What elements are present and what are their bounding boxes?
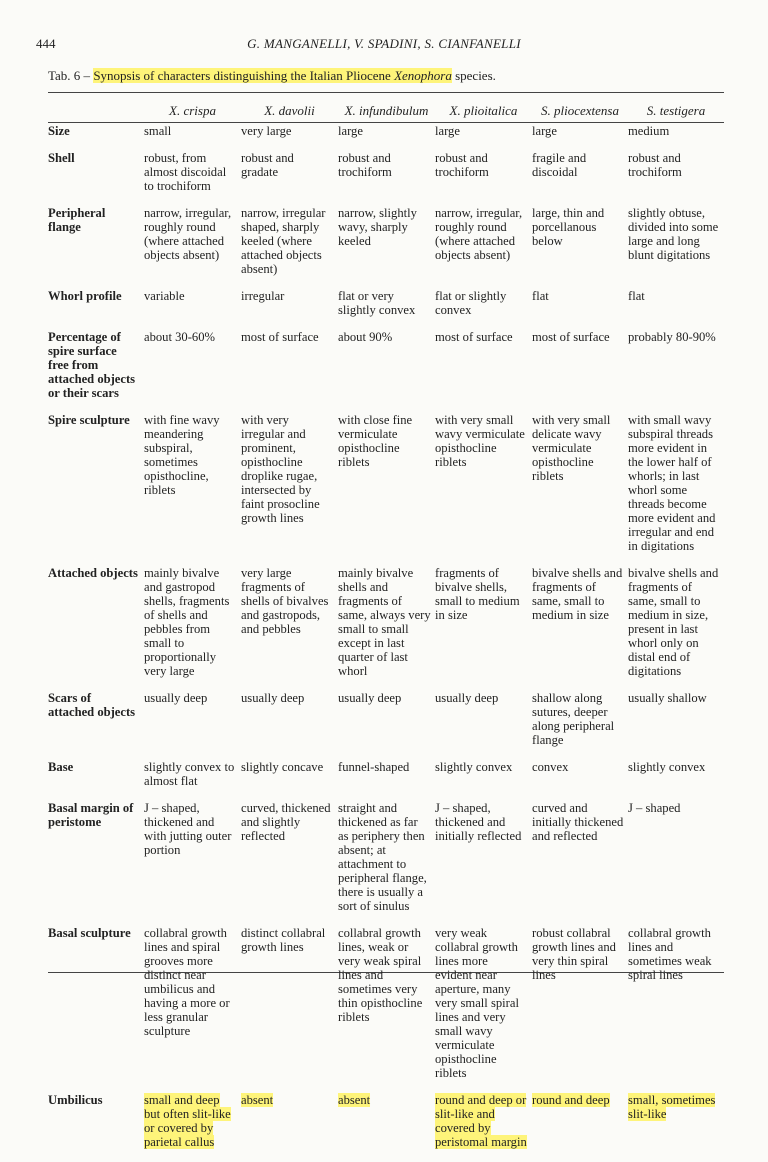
cell-text: with small wavy subspiral threads more evident in the lower half of whorls; in last whorl some threads become more evident and irregular and end in digitations	[628, 413, 716, 553]
table-cell	[144, 1093, 241, 1162]
cell-text: with very irregular and prominent, opisthocline droplike rugae, intersected by faint prosocline growth lines	[241, 413, 320, 525]
cell-text: flat	[628, 289, 645, 303]
table-cell	[241, 566, 338, 691]
cell-text: with very small wavy vermiculate opisthocline riblets	[435, 413, 525, 469]
table-cell	[241, 691, 338, 760]
table-cell	[241, 151, 338, 206]
table-cell	[628, 1093, 724, 1162]
caption-genus: Xenophora	[394, 68, 452, 83]
table-row	[48, 801, 724, 926]
table-cell	[435, 413, 532, 566]
row-label: Base	[48, 760, 74, 774]
table-cell	[532, 124, 628, 151]
table-cell	[435, 1093, 532, 1162]
table-cell	[628, 566, 724, 691]
table-cell	[338, 330, 435, 413]
table-cell	[532, 691, 628, 760]
table-row	[48, 760, 724, 801]
cell-text: narrow, irregular shaped, sharply keeled (where attached objects absent)	[241, 206, 326, 276]
cell-text: mainly bivalve and gastropod shells, fragments of shells and pebbles from small to proportionally very large	[144, 566, 230, 678]
cell-text: round and deep or slit-like and covered by peristomal margin	[435, 1093, 527, 1149]
running-authors: G. MANGANELLI, V. SPADINI, S. CIANFANELLI	[247, 36, 521, 51]
cell-text: absent	[241, 1093, 274, 1107]
cell-text: fragile and discoidal	[532, 151, 587, 179]
table-cell	[338, 691, 435, 760]
row-label: Scars of attached objects	[48, 691, 136, 719]
table-row	[48, 289, 724, 330]
cell-text: usually shallow	[628, 691, 707, 705]
cell-text: robust and trochiform	[435, 151, 489, 179]
table-cell	[144, 760, 241, 801]
cell-text: shallow along sutures, deeper along peripheral flange	[532, 691, 615, 747]
row-label: Size	[48, 124, 70, 138]
cell-text: very large	[241, 124, 292, 138]
cell-text: with very small delicate wavy vermiculate opisthocline riblets	[532, 413, 611, 483]
cell-text: absent	[338, 1093, 371, 1107]
table-cell	[628, 926, 724, 1093]
cell-text: J – shaped, thickened and with jutting outer portion	[144, 801, 232, 857]
cell-text: flat	[532, 289, 549, 303]
cell-text: J – shaped, thickened and initially reflected	[435, 801, 522, 843]
cell-text: flat or very slightly convex	[338, 289, 416, 317]
cell-text: small and deep but often slit-like or covered by parietal callus	[144, 1093, 231, 1149]
table-cell	[435, 124, 532, 151]
row-label: Spire sculpture	[48, 413, 130, 427]
table-cell	[144, 206, 241, 289]
cell-text: slightly convex	[435, 760, 513, 774]
table-cell	[144, 124, 241, 151]
cell-text: slightly concave	[241, 760, 324, 774]
table-row	[48, 1093, 724, 1162]
row-label: Basal sculpture	[48, 926, 131, 940]
cell-text: narrow, irregular, roughly round (where attached objects absent)	[435, 206, 523, 262]
table-cell	[338, 1093, 435, 1162]
cell-text: collabral growth lines and spiral grooves more distinct near umbilicus and having a more or less granular sculpture	[144, 926, 230, 1038]
table-cell	[435, 330, 532, 413]
cell-text: with fine wavy meandering subspiral, sometimes opisthocline, riblets	[144, 413, 220, 497]
cell-text: large	[338, 124, 363, 138]
cell-text: usually deep	[338, 691, 402, 705]
table-row	[48, 691, 724, 760]
cell-text: medium	[628, 124, 670, 138]
table-cell	[241, 926, 338, 1093]
cell-text: usually deep	[435, 691, 499, 705]
species-header: X. crispa	[169, 103, 216, 118]
table-row	[48, 206, 724, 289]
table-caption	[48, 68, 496, 84]
table-row	[48, 413, 724, 566]
table-cell	[144, 566, 241, 691]
table-cell	[532, 801, 628, 926]
species-header: S. pliocextensa	[541, 103, 619, 118]
table-cell	[532, 1093, 628, 1162]
cell-text: curved, thickened and slightly reflected	[241, 801, 331, 843]
cell-text: large, thin and porcellanous below	[532, 206, 605, 248]
table-cell	[144, 151, 241, 206]
table-cell	[144, 413, 241, 566]
table-cell	[628, 691, 724, 760]
row-label: Whorl profile	[48, 289, 122, 303]
cell-text: fragments of bivalve shells, small to medium in size	[435, 566, 520, 622]
cell-text: large	[435, 124, 460, 138]
cell-text: robust collabral growth lines and very thin spiral lines	[532, 926, 616, 982]
table-cell	[532, 206, 628, 289]
cell-text: most of surface	[532, 330, 610, 344]
table-cell	[144, 691, 241, 760]
table-cell	[532, 289, 628, 330]
table-cell	[532, 413, 628, 566]
species-header: X. infundibulum	[344, 103, 429, 118]
table-cell	[338, 206, 435, 289]
table-cell	[628, 760, 724, 801]
cell-text: bivalve shells and fragments of same, small to medium in size	[532, 566, 623, 622]
table-cell	[435, 206, 532, 289]
table-cell	[144, 330, 241, 413]
cell-text: J – shaped	[628, 801, 681, 815]
cell-text: flat or slightly convex	[435, 289, 507, 317]
table-cell	[628, 330, 724, 413]
cell-text: round and deep	[532, 1093, 610, 1107]
cell-text: about 90%	[338, 330, 393, 344]
cell-text: probably 80-90%	[628, 330, 716, 344]
species-header: X. davolii	[264, 103, 315, 118]
row-label: Attached objects	[48, 566, 138, 580]
table-cell	[532, 760, 628, 801]
table-cell	[435, 926, 532, 1093]
cell-text: most of surface	[241, 330, 319, 344]
table-cell	[338, 289, 435, 330]
table-row	[48, 151, 724, 206]
caption-highlight	[93, 68, 452, 83]
page-number: 444	[36, 36, 56, 51]
table-cell	[241, 413, 338, 566]
cell-text: narrow, slightly wavy, sharply keeled	[338, 206, 417, 248]
table-cell	[628, 801, 724, 926]
cell-text: about 30-60%	[144, 330, 215, 344]
cell-text: mainly bivalve shells and fragments of same, always very small to small except in last quarter of last whorl	[338, 566, 431, 678]
table-cell	[628, 413, 724, 566]
table-cell	[338, 801, 435, 926]
table-cell	[532, 566, 628, 691]
species-header-row	[48, 104, 724, 124]
table-cell	[241, 1093, 338, 1162]
cell-text: with close fine vermiculate opisthocline riblets	[338, 413, 413, 469]
cell-text: robust and trochiform	[338, 151, 392, 179]
species-header: X. plioitalica	[449, 103, 518, 118]
table-cell	[144, 926, 241, 1093]
table-cell	[532, 330, 628, 413]
row-label: Basal margin of peristome	[48, 801, 134, 829]
table-cell	[628, 206, 724, 289]
table-cell	[338, 151, 435, 206]
table-row	[48, 124, 724, 151]
row-label: Shell	[48, 151, 75, 165]
cell-text: usually deep	[241, 691, 305, 705]
table-body	[48, 124, 724, 1162]
table-row	[48, 926, 724, 1093]
cell-text: funnel-shaped	[338, 760, 410, 774]
cell-text: slightly obtuse, divided into some large and long blunt digitations	[628, 206, 719, 262]
cell-text: slightly convex	[628, 760, 706, 774]
cell-text: robust, from almost discoidal to trochiform	[144, 151, 227, 193]
cell-text: usually deep	[144, 691, 208, 705]
table-cell	[241, 330, 338, 413]
species-header: S. testigera	[646, 103, 706, 118]
table-row	[48, 566, 724, 691]
cell-text: small, sometimes slit-like	[628, 1093, 716, 1121]
caption-prefix: Tab. 6 –	[48, 68, 94, 83]
table-cell	[241, 124, 338, 151]
table-cell	[435, 566, 532, 691]
cell-text: slightly convex to almost flat	[144, 760, 235, 788]
table-cell	[338, 566, 435, 691]
cell-text: variable	[144, 289, 185, 303]
cell-text: very large fragments of shells of bivalves and gastropods, and pebbles	[241, 566, 329, 636]
cell-text: collabral growth lines, weak or very weak spiral lines and sometimes very thin opisthocline riblets	[338, 926, 423, 1024]
cell-text: large	[532, 124, 557, 138]
table-cell	[241, 206, 338, 289]
table-cell	[532, 926, 628, 1093]
table-cell	[338, 124, 435, 151]
cell-text: very weak collabral growth lines more evident near aperture, many very small spiral lines and very small wavy vermiculate opisthocline riblets	[435, 926, 519, 1080]
caption-lead: Synopsis of characters distinguishing the Italian Pliocene	[93, 68, 395, 83]
table-cell	[628, 124, 724, 151]
cell-text: curved and initially thickened and reflected	[532, 801, 624, 843]
table-cell	[241, 289, 338, 330]
cell-text: robust and gradate	[241, 151, 294, 179]
table-cell	[338, 760, 435, 801]
cell-text: convex	[532, 760, 569, 774]
table-cell	[435, 801, 532, 926]
cell-text: most of surface	[435, 330, 513, 344]
table-cell	[435, 760, 532, 801]
table-cell	[144, 801, 241, 926]
top-rule	[48, 92, 724, 93]
table-cell	[144, 289, 241, 330]
cell-text: narrow, irregular, roughly round (where attached objects absent)	[144, 206, 232, 262]
cell-text: small	[144, 124, 172, 138]
row-label: Umbilicus	[48, 1093, 103, 1107]
caption-tail: species.	[451, 68, 496, 83]
row-label: Percentage of spire surface free from attached objects or their scars	[48, 330, 136, 400]
table-row	[48, 330, 724, 413]
cell-text: collabral growth lines and sometimes weak spiral lines	[628, 926, 712, 982]
table-cell	[435, 289, 532, 330]
row-label-header	[48, 104, 144, 124]
cell-text: robust and trochiform	[628, 151, 682, 179]
cell-text: distinct collabral growth lines	[241, 926, 326, 954]
row-label: Peripheral flange	[48, 206, 106, 234]
table-cell	[532, 151, 628, 206]
table-cell	[628, 151, 724, 206]
table-cell	[241, 760, 338, 801]
table-cell	[628, 289, 724, 330]
table-cell	[435, 691, 532, 760]
table-cell	[338, 413, 435, 566]
table-cell	[338, 926, 435, 1093]
cell-text: straight and thickened as far as periphery then absent; at attachment to peripheral flange, there is usually a sort of sinulus	[338, 801, 427, 913]
table-cell	[435, 151, 532, 206]
synopsis-table	[48, 104, 724, 1162]
cell-text: bivalve shells and fragments of same, small to medium in size, present in last whorl only on distal end of digitations	[628, 566, 719, 678]
table-cell	[241, 801, 338, 926]
cell-text: irregular	[241, 289, 285, 303]
